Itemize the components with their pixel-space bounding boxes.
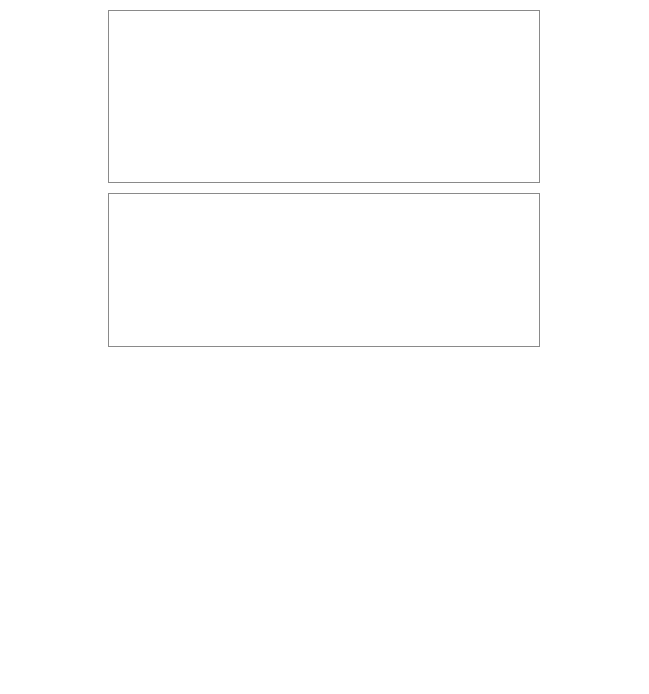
speed-response-chart [109,194,539,346]
current-response-plot [108,10,540,183]
current-response-chart [109,11,539,182]
speed-response-plot [108,193,540,347]
